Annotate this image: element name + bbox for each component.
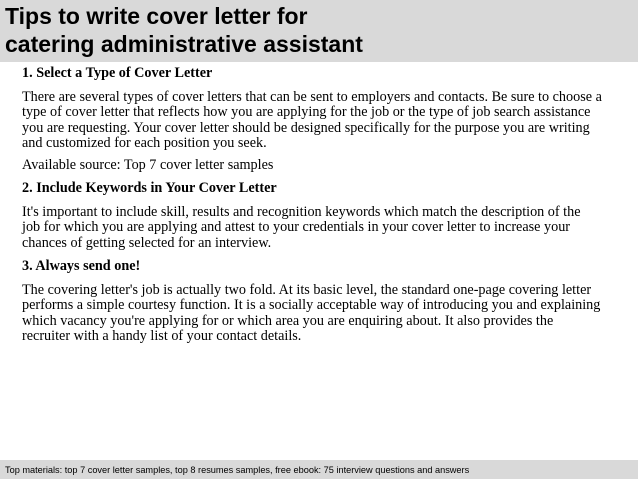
section-heading-keywords: 2. Include Keywords in Your Cover Letter bbox=[22, 180, 277, 196]
page-title: Tips to write cover letter for catering administrative assistant bbox=[5, 3, 363, 57]
section-paragraph-send: The covering letter's job is actually two fold. At its basic level, the standard one-page covering letter performs a simple courtesy function. It is a socially acceptable way of introducing you and explaining which vacancy you're applying for or which area you are enquiring about. It also provides the recruiter with a handy list of your contact details. bbox=[22, 281, 601, 344]
footer-text: Top materials: top 7 cover letter samples, top 8 resumes samples, free ebook: 75 interview questions and answers bbox=[5, 465, 470, 475]
footer-bar bbox=[0, 460, 638, 479]
section-paragraph-type: There are several types of cover letters that can be sent to employers and contacts. Be sure to choose a type of cover letter that reflects how you are applying for the job or the type of job search assistance you are requesting. Your cover letter should be designed specifically for the purpose you are writing and customized for each position you seek. bbox=[22, 88, 602, 151]
section-heading-send: 3. Always send one! bbox=[22, 258, 141, 274]
section-heading-type: 1. Select a Type of Cover Letter bbox=[22, 65, 213, 81]
available-source-line: Available source: Top 7 cover letter samples bbox=[22, 156, 274, 173]
slide-content bbox=[22, 66, 602, 345]
section-paragraph-keywords: It's important to include skill, results and recognition keywords which match the description of the job for which you are applying and attest to your credentials in your cover letter to increase your chances of getting selected for an interview. bbox=[22, 203, 581, 251]
title-bar bbox=[0, 0, 638, 62]
